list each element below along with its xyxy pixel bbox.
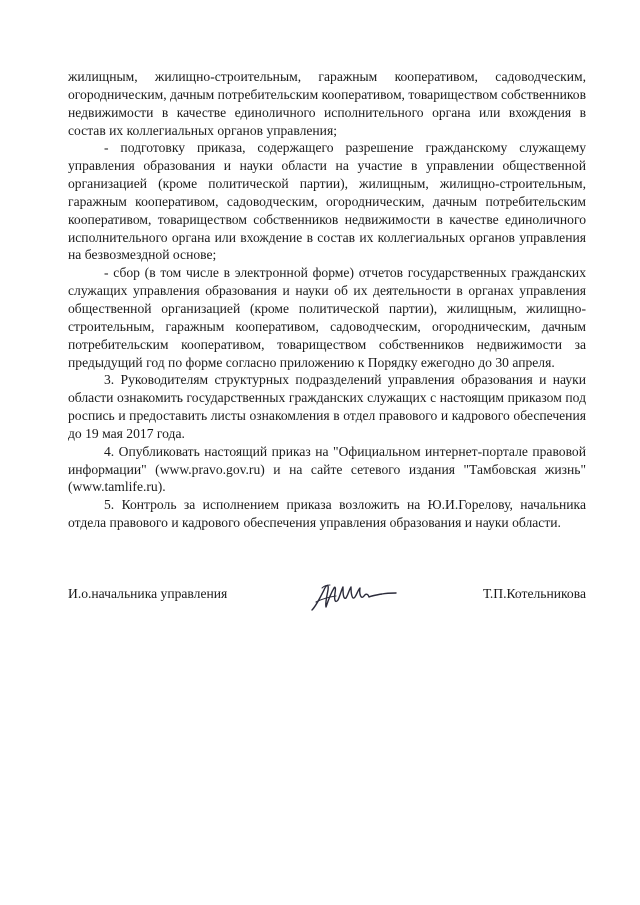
paragraph-approval-bullet: - подготовку приказа, содержащего разрешение гражданскому служащему управления образования и науки области на участие в управлении общественной организацией (кроме политической партии), жилищным, жилищно-строительным, гаражным кооперативом, садоводческим, огородническим, дачным потребительским кооперативом, товариществом собственников недвижимости в качестве единоличного исполнительного органа или вхождение в состав их коллегиальных органов управления на безвозмездной основе; xyxy=(68,140,586,263)
signatory-name: Т.П.Котельникова xyxy=(482,586,586,601)
paragraph-item-5: 5. Контроль за исполнением приказа возложить на Ю.И.Горелову, начальника отдела правового и кадрового обеспечения управления образования и науки области. xyxy=(68,497,586,531)
signatory-position: И.о.начальника управления xyxy=(68,586,228,601)
document-body xyxy=(68,68,586,532)
paragraph-item-4: 4. Опубликовать настоящий приказ на "Официальном интернет-портале правовой информации" (www.pravo.gov.ru) и на сайте сетевого издания "Тамбовская жизнь" (www.tamlife.ru). xyxy=(68,443,586,495)
paragraph-reports-bullet: - сбор (в том числе в электронной форме) отчетов государственных гражданских служащих управления образования и науки об их деятельности в органах управления общественной организацией (кроме политической партии), жилищным, жилищно-строительным, гаражным кооперативом, садоводческим, огородническим, дачным потребительским кооперативом, товариществом собственников недвижимости за предыдущий год по форме согласно приложению к Порядку ежегодно до 30 апреля. xyxy=(68,265,586,370)
handwritten-signature xyxy=(306,576,402,616)
signature-block xyxy=(68,581,586,621)
paragraph-item-3: 3. Руководителям структурных подразделений управления образования и науки области ознакомить государственных гражданских служащих с настоящим приказом под роспись и предоставить листы ознакомления в отдел правового и кадрового обеспечения до 19 мая 2017 года. xyxy=(68,372,586,441)
paragraph-continuation: жилищным, жилищно-строительным, гаражным кооперативом, садоводческим, огородническим, дачным потребительским кооперативом, товариществом собственников недвижимости в качестве единоличного исполнительного органа или вхождения в состав их коллегиальных органов управления; xyxy=(68,69,586,138)
